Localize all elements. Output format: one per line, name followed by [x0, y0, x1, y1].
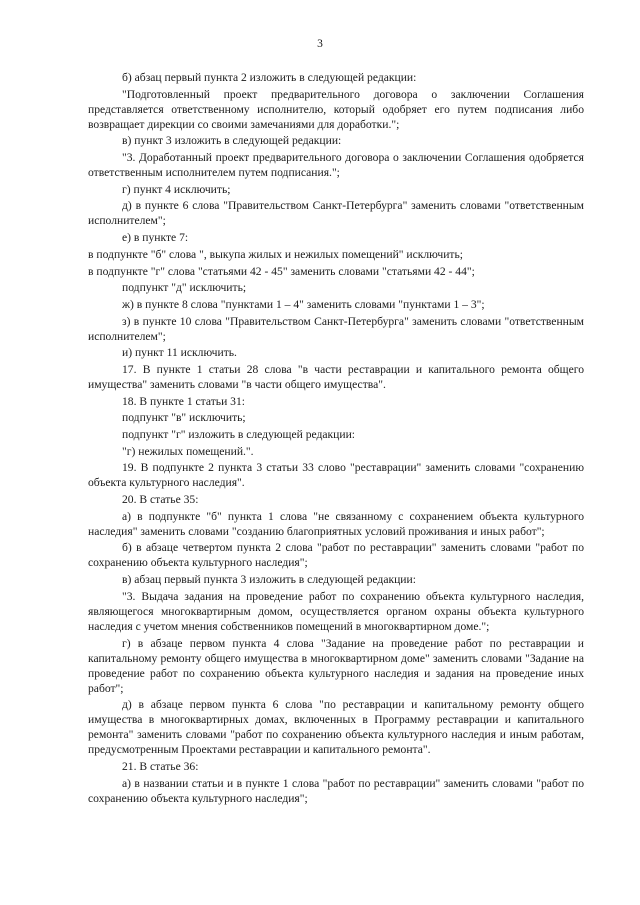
paragraph: г) в абзаце первом пункта 4 слова "Задание на проведение работ по реставрации и капитальному ремонту общего имущества в многоквартирном доме" заменить словами "Задание на проведение работ по сохранению объекта культурного наследия и задания на проведение иных работ"; [88, 636, 584, 695]
paragraph: "3. Доработанный проект предварительного договора о заключении Соглашения одобряется ответственным исполнителем путем подписания."; [88, 151, 584, 180]
paragraph: подпункт "г" изложить в следующей редакции: [122, 428, 356, 441]
paragraph: ж) в пункте 8 слова "пунктами 1 – 4" заменить словами "пунктами 1 – 3"; [122, 297, 485, 311]
paragraph: в) пункт 3 изложить в следующей редакции: [122, 134, 342, 148]
paragraph: 21. В статье 36: [122, 759, 199, 773]
paragraph: в подпункте "б" слова ", выкупа жилых и нежилых помещений" исключить; [88, 247, 464, 261]
paragraph: 18. В пункте 1 статьи 31: [122, 394, 245, 408]
paragraph: а) в названии статьи и в пункте 1 слова "работ по реставрации" заменить словами "работ по сохранению объекта культурного наследия"; [88, 776, 584, 805]
paragraph: е) в пункте 7: [122, 231, 189, 245]
document-body [88, 70, 584, 807]
paragraph: а) в подпункте "б" пункта 1 слова "не связанному с сохранением объекта культурного наследия" заменить словами "созданию благоприятных условий проживания и иных работ"; [88, 509, 584, 538]
paragraph: и) пункт 11 исключить. [122, 346, 237, 360]
paragraph: подпункт "д" исключить; [122, 281, 247, 295]
paragraph: 17. В пункте 1 статьи 28 слова "в части реставрации и капитального ремонта общего имущества" заменить словами "в части общего имущества". [88, 362, 584, 391]
paragraph: 20. В статье 35: [122, 493, 199, 507]
paragraph: д) в абзаце первом пункта 6 слова "по реставрации и капитальному ремонту общего имущества в многоквартирных домах, включенных в Программу реставрации и капитального ремонта" заменить словами "работ по сохранению объекта культурного наследия и иным работам, предусмотренным Проектами реставрации и капитального ремонта". [88, 698, 584, 757]
paragraph: з) в пункте 10 слова "Правительством Санкт-Петербурга" заменить словами "ответственным исполнителем"; [88, 314, 584, 343]
paragraph: 19. В подпункте 2 пункта 3 статьи 33 слово "реставрации" заменить словами "сохранению объекта культурного наследия". [88, 461, 584, 490]
paragraph: б) в абзаце четвертом пункта 2 слова "работ по реставрации" заменить словами "работ по сохранению объекта культурного наследия"; [88, 541, 584, 570]
paragraph: "г) нежилых помещений.". [122, 444, 254, 458]
paragraph: д) в пункте 6 слова "Правительством Санкт-Петербурга" заменить словами "ответственным исполнителем"; [88, 199, 584, 228]
paragraph: г) пункт 4 исключить; [122, 182, 231, 196]
page-number: 3 [317, 38, 323, 50]
paragraph: "Подготовленный проект предварительного договора о заключении Соглашения представляется ответственному исполнителю, который одобряет его путем подписания либо возвращает дирекции со своими замечаниями для доработки."; [88, 87, 584, 131]
paragraph: подпункт "в" исключить; [122, 411, 246, 425]
paragraph: в) абзац первый пункта 3 изложить в следующей редакции: [122, 573, 416, 587]
paragraph: б) абзац первый пункта 2 изложить в следующей редакции: [122, 71, 417, 84]
paragraph: в подпункте "г" слова "статьями 42 - 45" заменить словами "статьями 42 - 44"; [88, 264, 475, 278]
paragraph: "3. Выдача задания на проведение работ по сохранению объекта культурного наследия, являющегося многоквартирным домом, осуществляется органом охраны объекта культурного наследия с учетом мнения собственников помещений в многоквартирном доме."; [88, 589, 584, 633]
